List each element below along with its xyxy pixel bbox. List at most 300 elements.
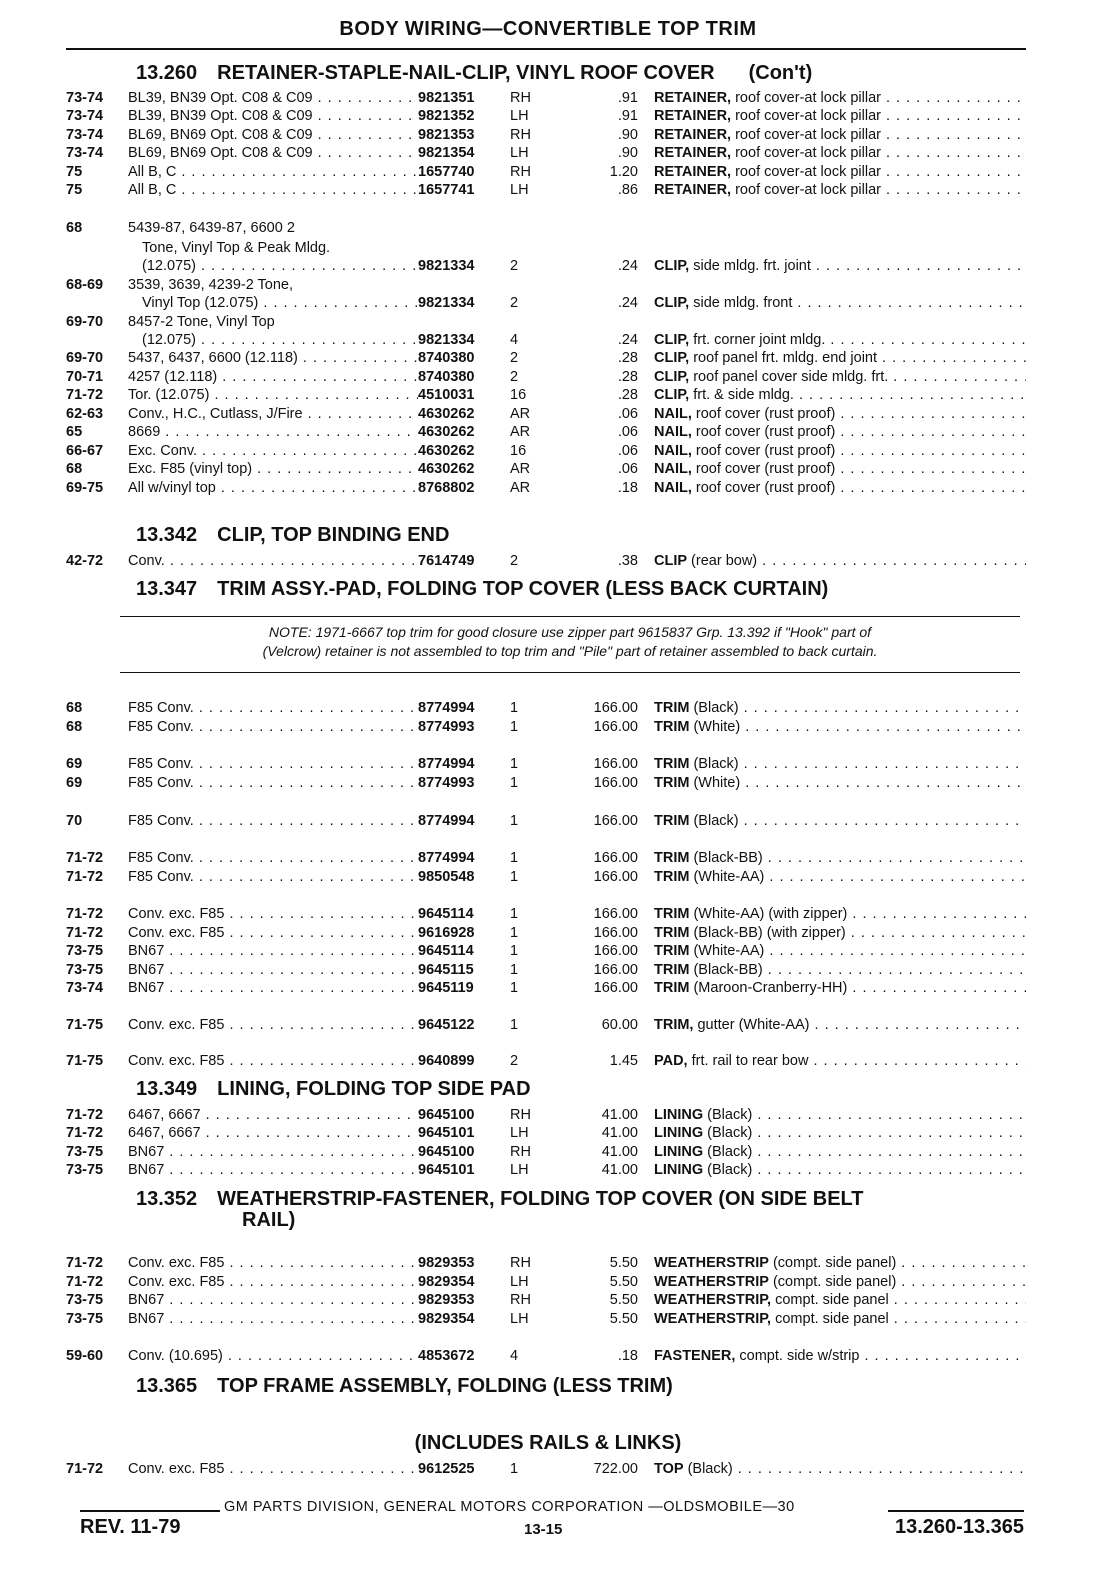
part-name: FASTENER, — [654, 1348, 736, 1364]
part-description: (Black-BB) — [689, 962, 763, 978]
part-description: (White-AA) (with zipper) — [689, 906, 848, 922]
section-number: 13.342 — [136, 524, 198, 546]
application-cell: All B, C . . . — [128, 164, 458, 180]
note — [120, 623, 1020, 661]
application-cell: BN67 . . . — [128, 1144, 458, 1160]
quantity-cell: 1 — [510, 850, 519, 866]
quantity-cell: LH — [510, 145, 529, 161]
price-cell: 166.00 — [593, 850, 638, 866]
quantity-cell: 1 — [510, 775, 519, 791]
quantity-cell: LH — [510, 1125, 529, 1141]
part-name: RETAINER, — [654, 145, 732, 161]
part-description: (Black) — [703, 1107, 753, 1123]
year-cell: 42-72 — [66, 553, 104, 569]
application-cell: Conv. (10.695) . . . — [128, 1348, 458, 1364]
quantity-cell: 2 — [510, 258, 519, 274]
table-row — [66, 108, 1026, 126]
part-number-cell: 4630262 — [418, 461, 502, 477]
application-cell: F85 Conv. . . . — [128, 700, 458, 716]
section-heading — [136, 1188, 864, 1211]
description-cell — [654, 387, 1026, 403]
part-description: frt. corner joint mldg. — [689, 332, 826, 348]
application-cell: 5439-87, 6439-87, 6600 2 — [128, 220, 295, 236]
part-description: roof cover (rust proof) — [691, 424, 836, 440]
section-number: 13.352 — [136, 1188, 198, 1210]
footer-rule-right — [888, 1510, 1024, 1512]
table-row — [66, 277, 1026, 295]
application-cell: 8669 . . . — [128, 424, 458, 440]
description-cell — [654, 906, 1026, 922]
part-name: TOP — [654, 1461, 684, 1477]
part-name: CLIP, — [654, 369, 690, 385]
part-number-cell: 8774993 — [418, 775, 502, 791]
table-row — [66, 700, 1026, 718]
price-cell: .91 — [617, 90, 638, 106]
part-name: TRIM — [654, 850, 690, 866]
part-name: WEATHERSTRIP, — [654, 1311, 772, 1327]
application-cell: BL39, BN39 Opt. C08 & C09 . . . — [128, 90, 458, 106]
part-description: (Black) — [689, 756, 739, 772]
part-description: (compt. side panel) — [768, 1255, 897, 1271]
price-cell: 166.00 — [593, 700, 638, 716]
part-description: (Black-BB) (with zipper) — [689, 925, 846, 941]
price-cell: 41.00 — [601, 1162, 638, 1178]
quantity-cell: 2 — [510, 295, 519, 311]
year-cell: 69-70 — [66, 350, 104, 366]
year-cell: 73-75 — [66, 1292, 104, 1308]
price-cell: 5.50 — [609, 1292, 638, 1308]
quantity-cell: 4 — [510, 332, 519, 348]
application-cell: BN67 . . . — [128, 1311, 458, 1327]
part-description: (compt. side panel) — [768, 1274, 897, 1290]
part-name: LINING — [654, 1125, 704, 1141]
year-cell: 71-75 — [66, 1053, 104, 1069]
application-cell: Conv., H.C., Cutlass, J/Fire . . . — [128, 406, 458, 422]
price-cell: .28 — [617, 387, 638, 403]
description-cell — [654, 1292, 1026, 1308]
year-cell: 62-63 — [66, 406, 104, 422]
description-cell — [654, 164, 1026, 180]
table-row — [66, 1461, 1026, 1479]
table-row — [66, 387, 1026, 405]
application-cell: Conv. exc. F85 . . . — [128, 1274, 458, 1290]
description-cell — [654, 258, 1026, 274]
description-cell — [654, 1144, 1026, 1160]
quantity-cell: 1 — [510, 1461, 519, 1477]
description-cell — [654, 443, 1026, 459]
year-cell: 73-74 — [66, 90, 104, 106]
application-cell: Conv. . . . — [128, 553, 458, 569]
quantity-cell: 16 — [510, 443, 527, 459]
part-number-cell: 9821334 — [418, 258, 502, 274]
part-description: frt. & side mldg. — [689, 387, 794, 403]
year-cell: 73-75 — [66, 1311, 104, 1327]
price-cell: .18 — [617, 1348, 638, 1364]
price-cell: 166.00 — [593, 869, 638, 885]
table-row — [66, 295, 1026, 313]
section-title: WEATHERSTRIP-FASTENER, FOLDING TOP COVER (ON SIDE BELT — [217, 1188, 864, 1210]
description-cell — [654, 980, 1026, 996]
part-number-cell: 4630262 — [418, 406, 502, 422]
quantity-cell: RH — [510, 90, 531, 106]
part-number-cell: 9645100 — [418, 1107, 502, 1123]
part-description: frt. rail to rear bow — [687, 1053, 809, 1069]
description-cell — [654, 332, 1026, 348]
description-cell — [654, 1107, 1026, 1123]
part-name: CLIP, — [654, 295, 690, 311]
table-row — [66, 1348, 1026, 1366]
description-cell — [654, 1461, 1026, 1477]
part-number-cell: 9821351 — [418, 90, 502, 106]
year-cell: 75 — [66, 182, 83, 198]
part-description: roof cover (rust proof) — [691, 406, 836, 422]
quantity-cell: 2 — [510, 553, 519, 569]
part-number-cell: 9821334 — [418, 332, 502, 348]
price-cell: 41.00 — [601, 1107, 638, 1123]
application-cell: F85 Conv. . . . — [128, 719, 458, 735]
description-cell — [654, 756, 1026, 772]
table-row — [66, 943, 1026, 961]
part-number-cell: 8774994 — [418, 850, 502, 866]
part-description: roof cover-at lock pillar — [731, 164, 881, 180]
price-cell: 166.00 — [593, 775, 638, 791]
part-name: NAIL, — [654, 480, 692, 496]
application-cell: Conv. exc. F85 . . . — [128, 1255, 458, 1271]
part-number-cell: 4630262 — [418, 443, 502, 459]
part-number-cell: 9645115 — [418, 962, 502, 978]
section-heading — [136, 578, 828, 601]
part-number-cell: 7614749 — [418, 553, 502, 569]
price-cell: 5.50 — [609, 1255, 638, 1271]
year-cell: 71-72 — [66, 1461, 104, 1477]
part-name: NAIL, — [654, 424, 692, 440]
part-description: gutter (White-AA) — [693, 1017, 810, 1033]
part-description: compt. side panel — [771, 1292, 889, 1308]
description-cell — [654, 553, 1026, 569]
table-row — [66, 1255, 1026, 1273]
part-description: (Black) — [703, 1162, 753, 1178]
part-name: WEATHERSTRIP — [654, 1274, 769, 1290]
part-number-cell: 9645101 — [418, 1125, 502, 1141]
note-line: (Velcrow) retainer is not assembled to top trim and "Pile" part of retainer assembled to back curtain. — [262, 643, 878, 659]
application-cell: 4257 (12.118) . . . — [128, 369, 458, 385]
application-cell: Tor. (12.075) . . . — [128, 387, 458, 403]
table-row — [66, 314, 1026, 332]
application-cell: Conv. exc. F85 . . . — [128, 906, 458, 922]
price-cell: .91 — [617, 108, 638, 124]
application-cell: F85 Conv. . . . — [128, 775, 458, 791]
price-cell: 166.00 — [593, 943, 638, 959]
application-continuation: Tone, Vinyl Top & Peak Mldg. — [142, 240, 331, 256]
year-cell: 69-75 — [66, 480, 104, 496]
part-name: RETAINER, — [654, 90, 732, 106]
quantity-cell: RH — [510, 1292, 531, 1308]
footer-rule-left — [80, 1510, 220, 1512]
application-cell: F85 Conv. . . . — [128, 869, 458, 885]
table-row — [66, 906, 1026, 924]
part-number-cell: 8774994 — [418, 813, 502, 829]
quantity-cell: 16 — [510, 387, 527, 403]
part-number-cell: 9829353 — [418, 1255, 502, 1271]
price-cell: .24 — [617, 332, 638, 348]
description-cell — [654, 869, 1026, 885]
description-cell — [654, 1125, 1026, 1141]
revision: REV. 11-79 — [80, 1516, 181, 1538]
part-description: (Black) — [703, 1125, 753, 1141]
quantity-cell: LH — [510, 108, 529, 124]
year-cell: 68 — [66, 461, 83, 477]
table-row — [66, 925, 1026, 943]
price-cell: 166.00 — [593, 719, 638, 735]
year-cell: 71-72 — [66, 869, 104, 885]
part-name: CLIP, — [654, 387, 690, 403]
part-number-cell: 9821353 — [418, 127, 502, 143]
price-cell: .90 — [617, 127, 638, 143]
part-description: roof cover-at lock pillar — [731, 108, 881, 124]
application-cell: Conv. exc. F85 . . . — [128, 1053, 458, 1069]
application-cell: Conv. exc. F85 . . . — [128, 1461, 458, 1477]
year-cell: 73-74 — [66, 145, 104, 161]
quantity-cell: 1 — [510, 719, 519, 735]
application-cell: BN67 . . . — [128, 1292, 458, 1308]
table-row — [66, 962, 1026, 980]
year-cell: 68 — [66, 700, 83, 716]
description-cell — [654, 480, 1026, 496]
year-cell: 71-75 — [66, 1017, 104, 1033]
description-cell — [654, 406, 1026, 422]
quantity-cell: AR — [510, 424, 531, 440]
price-cell: .06 — [617, 443, 638, 459]
part-number-cell: 8774994 — [418, 756, 502, 772]
table-row — [66, 350, 1026, 368]
description-cell — [654, 182, 1026, 198]
application-cell: Vinyl Top (12.075) . . . — [142, 295, 472, 311]
price-cell: .06 — [617, 461, 638, 477]
description-cell — [654, 1017, 1026, 1033]
application-cell: (12.075) . . . — [142, 258, 472, 274]
table-row — [66, 1017, 1026, 1035]
note-line: NOTE: 1971-6667 top trim for good closure use zipper part 9615837 Grp. 13.392 if "Hook" part of — [268, 624, 872, 640]
year-cell: 59-60 — [66, 1348, 104, 1364]
quantity-cell: LH — [510, 1274, 529, 1290]
application-cell: BN67 . . . — [128, 1162, 458, 1178]
footer-division: GM PARTS DIVISION, GENERAL MOTORS CORPORATION —OLDSMOBILE—30 — [224, 1499, 795, 1515]
part-description: roof cover-at lock pillar — [731, 127, 881, 143]
year-cell: 69 — [66, 756, 83, 772]
year-cell: 73-74 — [66, 980, 104, 996]
table-row — [66, 461, 1026, 479]
table-row — [66, 980, 1026, 998]
description-cell — [654, 1311, 1026, 1327]
application-cell: All w/vinyl top . . . — [128, 480, 458, 496]
quantity-cell: 1 — [510, 813, 519, 829]
note-top-rule — [120, 616, 1020, 617]
part-number-cell: 9645114 — [418, 906, 502, 922]
table-row — [66, 220, 1026, 238]
price-cell: .06 — [617, 406, 638, 422]
page-title: BODY WIRING—CONVERTIBLE TOP TRIM — [339, 18, 757, 40]
section-title: TOP FRAME ASSEMBLY, FOLDING (LESS TRIM) — [217, 1375, 673, 1397]
price-cell: .38 — [617, 553, 638, 569]
part-description: compt. side w/strip — [735, 1348, 860, 1364]
table-row — [66, 164, 1026, 182]
part-number-cell: 1657741 — [418, 182, 502, 198]
quantity-cell: RH — [510, 1144, 531, 1160]
part-name: TRIM, — [654, 1017, 694, 1033]
table-row — [66, 1274, 1026, 1292]
part-number-cell: 8740380 — [418, 350, 502, 366]
part-description: (rear bow) — [687, 553, 758, 569]
quantity-cell: AR — [510, 461, 531, 477]
price-cell: 5.50 — [609, 1274, 638, 1290]
table-row — [66, 369, 1026, 387]
year-cell: 71-72 — [66, 387, 104, 403]
page-number: 13-15 — [524, 1521, 563, 1538]
quantity-cell: 1 — [510, 925, 519, 941]
price-cell: .28 — [617, 369, 638, 385]
description-cell — [654, 108, 1026, 124]
price-cell: 166.00 — [593, 756, 638, 772]
part-description: (Maroon-Cranberry-HH) — [689, 980, 848, 996]
section-title-continued: RAIL) — [242, 1209, 296, 1231]
year-cell: 69 — [66, 775, 83, 791]
description-cell — [654, 295, 1026, 311]
application-cell: 5437, 6437, 6600 (12.118) . . . — [128, 350, 458, 366]
application-cell: Exc. F85 (vinyl top) . . . — [128, 461, 458, 477]
part-number-cell: 9821352 — [418, 108, 502, 124]
table-row — [66, 1125, 1026, 1143]
part-name: TRIM — [654, 925, 690, 941]
part-number-cell: 9645114 — [418, 943, 502, 959]
part-name: RETAINER, — [654, 182, 732, 198]
year-cell: 73-74 — [66, 108, 104, 124]
quantity-cell: 1 — [510, 962, 519, 978]
part-number-cell: 8774994 — [418, 700, 502, 716]
quantity-cell: AR — [510, 406, 531, 422]
part-name: NAIL, — [654, 461, 692, 477]
part-number-cell: 9645100 — [418, 1144, 502, 1160]
price-cell: 166.00 — [593, 980, 638, 996]
year-cell: 73-75 — [66, 943, 104, 959]
table-row — [66, 775, 1026, 793]
part-number-cell: 9821354 — [418, 145, 502, 161]
part-description: (Black) — [703, 1144, 753, 1160]
section-number: 13.260 — [136, 62, 198, 84]
quantity-cell: 2 — [510, 369, 519, 385]
year-cell: 70 — [66, 813, 83, 829]
description-cell — [654, 962, 1026, 978]
table-row — [66, 182, 1026, 200]
description-cell — [654, 1053, 1026, 1069]
part-name: LINING — [654, 1162, 704, 1178]
description-cell — [654, 943, 1026, 959]
part-name: NAIL, — [654, 443, 692, 459]
part-name: CLIP, — [654, 332, 690, 348]
quantity-cell: RH — [510, 1255, 531, 1271]
table-row — [66, 145, 1026, 163]
part-description: (White) — [689, 719, 741, 735]
year-cell: 68 — [66, 220, 83, 236]
part-description: roof panel frt. mldg. end joint — [689, 350, 878, 366]
quantity-cell: 1 — [510, 756, 519, 772]
part-number-cell: 9612525 — [418, 1461, 502, 1477]
part-name: TRIM — [654, 980, 690, 996]
title-rule — [66, 48, 1026, 50]
part-description: roof cover-at lock pillar — [731, 90, 881, 106]
application-cell: Conv. exc. F85 . . . — [128, 1017, 458, 1033]
part-name: TRIM — [654, 943, 690, 959]
part-number-cell: 4630262 — [418, 424, 502, 440]
description-cell — [654, 461, 1026, 477]
part-number-cell: 9645101 — [418, 1162, 502, 1178]
part-number-cell: 9850548 — [418, 869, 502, 885]
price-cell: 166.00 — [593, 813, 638, 829]
section-number: 13.349 — [136, 1078, 198, 1100]
part-number-cell: 4853672 — [418, 1348, 502, 1364]
part-number-cell: 9829354 — [418, 1311, 502, 1327]
table-row — [66, 1107, 1026, 1125]
quantity-cell: AR — [510, 480, 531, 496]
section-title: RETAINER-STAPLE-NAIL-CLIP, VINYL ROOF COVER — [217, 62, 715, 84]
price-cell: 5.50 — [609, 1311, 638, 1327]
quantity-cell: RH — [510, 164, 531, 180]
table-row — [66, 1053, 1026, 1071]
description-cell — [654, 369, 1026, 385]
section-title: LINING, FOLDING TOP SIDE PAD — [217, 1078, 531, 1100]
year-cell: 65 — [66, 424, 83, 440]
price-cell: .90 — [617, 145, 638, 161]
description-cell — [654, 700, 1026, 716]
part-name: PAD, — [654, 1053, 688, 1069]
year-cell: 68 — [66, 719, 83, 735]
quantity-cell: 1 — [510, 1017, 519, 1033]
part-number-cell: 1657740 — [418, 164, 502, 180]
description-cell — [654, 1162, 1026, 1178]
part-name: TRIM — [654, 700, 690, 716]
part-name: LINING — [654, 1107, 704, 1123]
year-cell: 71-72 — [66, 925, 104, 941]
description-cell — [654, 127, 1026, 143]
part-name: WEATHERSTRIP, — [654, 1292, 772, 1308]
table-row — [66, 480, 1026, 498]
application-cell: BN67 . . . — [128, 980, 458, 996]
part-name: RETAINER, — [654, 127, 732, 143]
price-cell: 1.20 — [609, 164, 638, 180]
quantity-cell: 1 — [510, 980, 519, 996]
section-heading — [136, 62, 812, 85]
part-name: TRIM — [654, 719, 690, 735]
part-number-cell: 4510031 — [418, 387, 502, 403]
year-cell: 75 — [66, 164, 83, 180]
year-cell: 71-72 — [66, 850, 104, 866]
description-cell — [654, 90, 1026, 106]
part-number-cell: 9829354 — [418, 1274, 502, 1290]
description-cell — [654, 719, 1026, 735]
price-cell: 166.00 — [593, 962, 638, 978]
description-cell — [654, 1274, 1026, 1290]
part-description: roof panel cover side mldg. frt. — [689, 369, 889, 385]
part-number-cell: 8774993 — [418, 719, 502, 735]
year-cell: 73-75 — [66, 1162, 104, 1178]
table-row — [66, 258, 1026, 276]
year-cell: 70-71 — [66, 369, 104, 385]
section-heading — [136, 1078, 531, 1101]
section-title: CLIP, TOP BINDING END — [217, 524, 450, 546]
year-cell: 66-67 — [66, 443, 104, 459]
table-row — [66, 719, 1026, 737]
table-row — [66, 424, 1026, 442]
part-number-cell: 9616928 — [418, 925, 502, 941]
